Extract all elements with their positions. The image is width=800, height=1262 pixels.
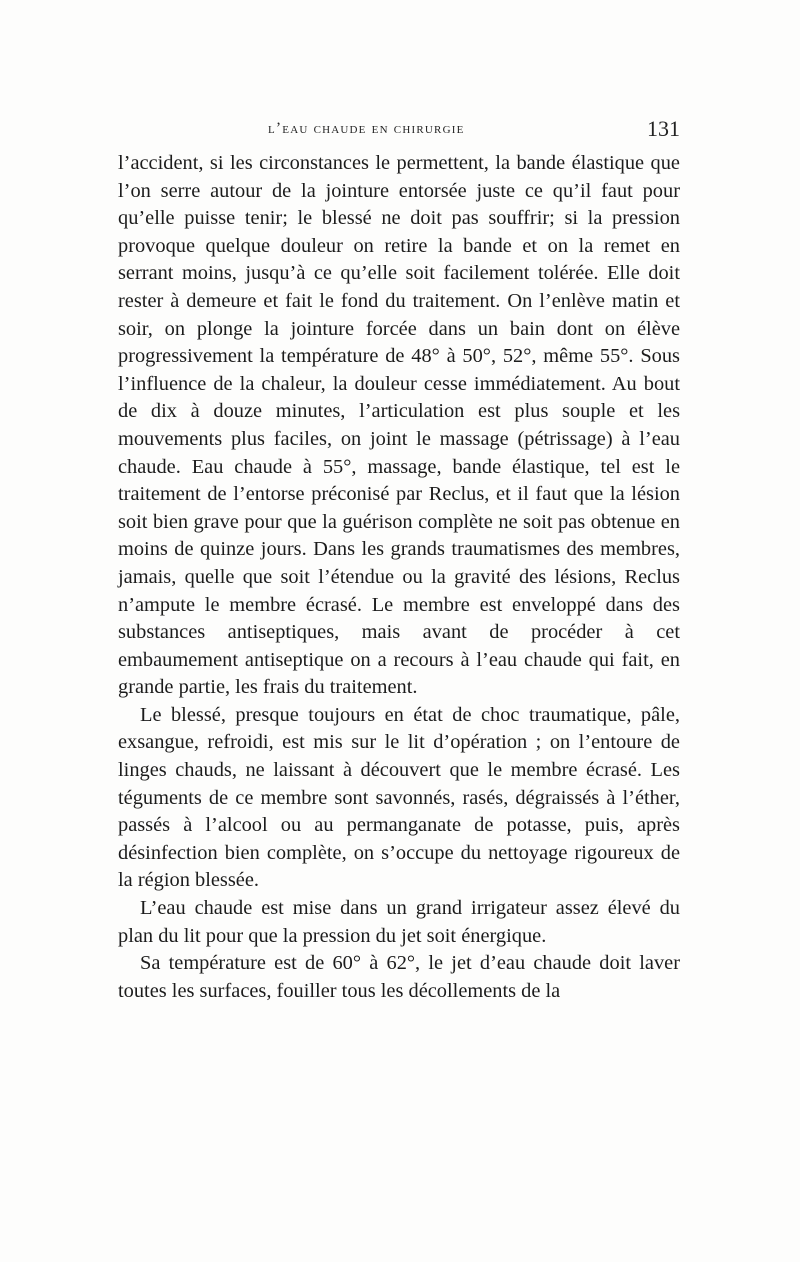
running-header — [118, 116, 680, 146]
paragraph: L’eau chaude est mise dans un grand irrigateur assez élevé du plan du lit pour que la pression du jet soit énergique. — [118, 897, 680, 947]
paragraph: Le blessé, presque toujours en état de choc traumatique, pâle, exsangue, refroidi, est mis sur le lit d’opération ; on l’entoure de linges chauds, ne laissant à découvert que le membre écrasé. Les téguments de ce membre sont savonnés, rasés, dégraissés à l’éther, passés à l’alcool ou au permanganate de potasse, puis, après désinfection bien complète, on s’occupe du nettoyage rigoureux de la région blessée. — [118, 703, 680, 892]
body-text — [118, 150, 680, 1005]
paragraph: Sa température est de 60° à 62°, le jet d’eau chaude doit laver toutes les surfaces, fouiller tous les décollements de la — [118, 952, 680, 1002]
paragraph: l’accident, si les circonstances le permettent, la bande élastique que l’on serre autour de la jointure entorsée juste ce qu’il faut pour qu’elle puisse tenir; le blessé ne doit pas souffrir; si la pression provoque quelque douleur on retire la bande et on la remet en serrant moins, jusqu’à ce qu’elle soit facilement tolérée. Elle doit rester à demeure et fait le fond du traitement. On l’enlève matin et soir, on plonge la jointure forcée dans un bain dont on élève progressivement la température de 48° à 50°, 52°, même 55°. Sous l’influence de la chaleur, la douleur cesse immédiatement. Au bout de dix à douze minutes, l’articulation est plus souple et les mouvements plus faciles, on joint le massage (pétrissage) à l’eau chaude. Eau chaude à 55°, massage, bande élastique, tel est le traitement de l’entorse préconisé par Reclus, et il faut que la lésion soit bien grave pour que la guérison complète ne soit pas obtenue en moins de quinze jours. Dans les grands traumatismes des membres, jamais, quelle que soit l’étendue ou la gravité des lésions, Reclus n’ampute le membre écrasé. Le membre est enveloppé dans des substances antiseptiques, mais avant de procéder à cet embaumement antiseptique on a recours à l’eau chaude qui fait, en grande partie, les frais du traitement. — [118, 152, 680, 699]
page-number: 131 — [647, 116, 680, 141]
running-title: l’eau chaude en chirurgie — [268, 120, 465, 137]
